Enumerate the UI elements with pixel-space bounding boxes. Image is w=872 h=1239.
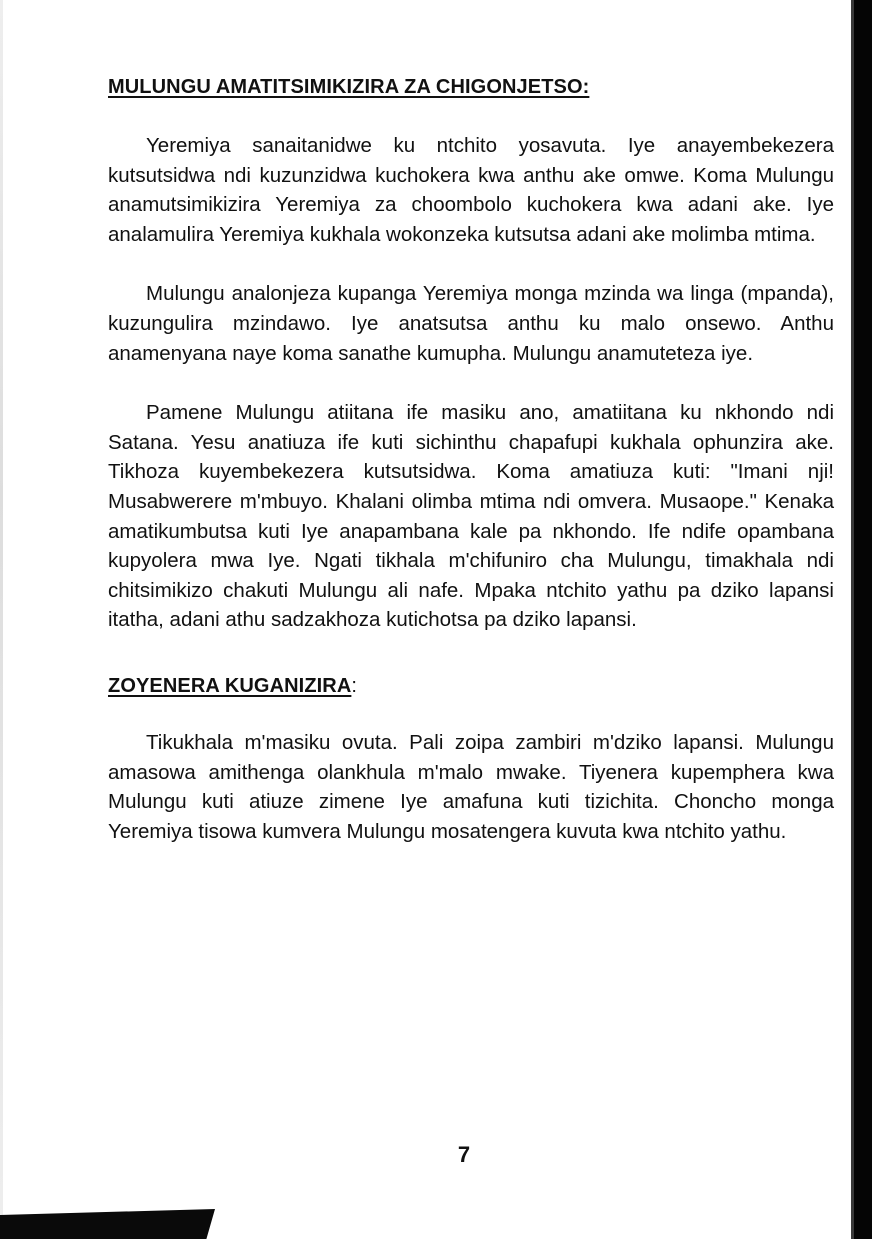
- scan-right-edge: [854, 0, 872, 1239]
- section-heading-assurance: [108, 76, 834, 99]
- page-number: 7: [457, 1142, 471, 1167]
- page-body: [108, 76, 834, 876]
- section-heading-reflection: [108, 675, 834, 698]
- section-heading-colon: :: [351, 674, 358, 697]
- scan-bottom-edge: [0, 1209, 215, 1239]
- paragraph: Yeremiya sanaitanidwe ku ntchito yosavuta. Iye anayembekezera kutsutsidwa ndi kuzunzidwa kuchokera kwa anthu ake omwe. Koma Mulungu anamutsimikizira Yeremiya za choombolo kuchokera kwa adani ake. Iye analamulira Yeremiya kukhala wokonzeka kutsutsa adani ake molimba mtima.: [108, 134, 834, 246]
- section-heading-text: ZOYENERA KUGANIZIRA: [108, 674, 352, 697]
- paragraph: Pamene Mulungu atiitana ife masiku ano, amatiitana ku nkhondo ndi Satana. Yesu anatiuza ife kuti sichinthu chapafupi kukhala ophunzira ake. Tikhoza kuyembekezera kutsutsidwa. Koma amatiuza kuti: "Imani nji! Musabwerere m'mbuyo. Khalani olimba mtima ndi omvera. Musaope." Kenaka amatikumbutsa kuti Iye anapambana kale pa nkhondo. Ife ndife opambana kupyolera mwa Iye. Ngati tikhala m'chifuniro cha Mulungu, timakhala ndi chitsimikizo chakuti Mulungu ali nafe. Mpaka ntchito yathu pa dziko lapansi itatha, adani athu sadzakhoza kutichotsa pa dziko lapansi.: [108, 401, 834, 632]
- paragraph: Mulungu analonjeza kupanga Yeremiya monga mzinda wa linga (mpanda), kuzungulira mzindawo. Iye anatsutsa anthu ku malo onsewo. Anthu anamenyana naye koma sanathe kumupha. Mulungu anamuteteza iye.: [108, 282, 834, 365]
- section-heading-text: MULUNGU AMATITSIMIKIZIRA ZA CHIGONJETSO:: [108, 76, 590, 98]
- paragraph: Tikukhala m'masiku ovuta. Pali zoipa zambiri m'dziko lapansi. Mulungu amasowa amithenga olankhula m'malo mwake. Tiyenera kupemphera kwa Mulungu kuti atiuze zimene Iye amafuna kuti tizichita. Choncho monga Yeremiya tisowa kumvera Mulungu mosatengera kuvuta kwa ntchito yathu.: [108, 730, 834, 843]
- scan-left-edge: [0, 0, 3, 1239]
